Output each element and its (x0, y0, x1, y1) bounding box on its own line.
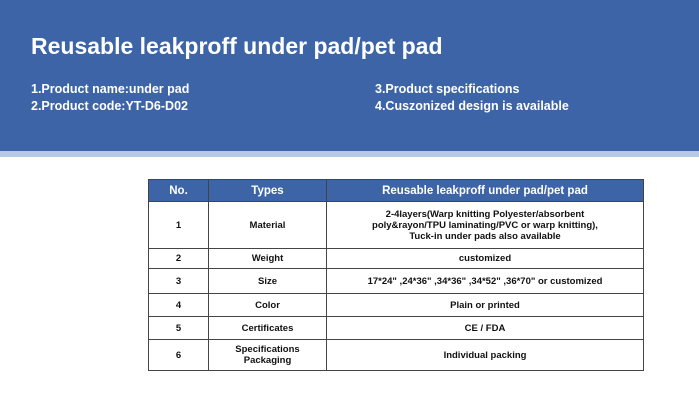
banner-divider (0, 151, 699, 157)
header-no: No. (149, 180, 209, 202)
row-value: Individual packing (327, 340, 644, 371)
spec-table (148, 179, 644, 371)
row-type: Specifications Packaging (209, 340, 327, 371)
table-row (149, 340, 644, 371)
product-info-right (375, 81, 569, 115)
row-value: customized (327, 249, 644, 269)
custom-design-line: 4.Cuszonized design is available (375, 99, 569, 113)
header-spec: Reusable leakproff under pad/pet pad (327, 180, 644, 202)
row-number: 2 (149, 249, 209, 269)
table-row (149, 294, 644, 317)
row-type: Size (209, 269, 327, 294)
product-info-left (31, 81, 189, 115)
row-type: Material (209, 202, 327, 249)
table-row (149, 249, 644, 269)
row-value: 17*24" ,24*36" ,34*36" ,34*52" ,36*70" or customized (327, 269, 644, 294)
row-number: 6 (149, 340, 209, 371)
product-name-line: 1.Product name:under pad (31, 82, 190, 96)
row-number: 4 (149, 294, 209, 317)
product-spec-line: 3.Product specifications (375, 82, 520, 96)
header-types: Types (209, 180, 327, 202)
row-value: CE / FDA (327, 317, 644, 340)
row-number: 1 (149, 202, 209, 249)
table-row (149, 269, 644, 294)
product-code-line: 2.Product code:YT-D6-D02 (31, 99, 188, 113)
row-value: 2-4layers(Warp knitting Polyester/absorbent poly&rayon/TPU laminating/PVC or warp knitting), Tuck-in under pads also available (327, 202, 644, 249)
row-number: 5 (149, 317, 209, 340)
row-type: Color (209, 294, 327, 317)
table-row (149, 202, 644, 249)
table-row (149, 317, 644, 340)
row-type: Certificates (209, 317, 327, 340)
page-title: Reusable leakproff under pad/pet pad (31, 33, 443, 59)
header-banner (0, 0, 699, 151)
table-header-row (149, 180, 644, 202)
row-type: Weight (209, 249, 327, 269)
row-number: 3 (149, 269, 209, 294)
row-value: Plain or printed (327, 294, 644, 317)
